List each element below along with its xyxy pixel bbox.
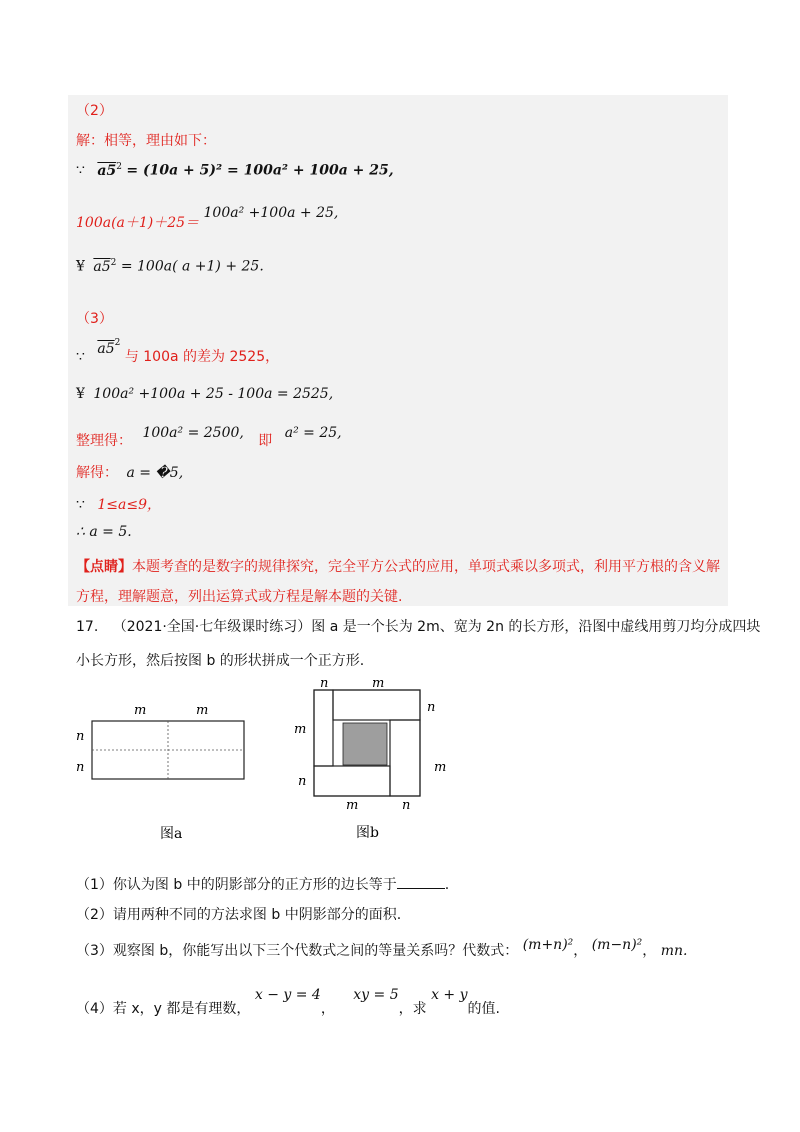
figure-a — [76, 700, 276, 850]
question-1-end: . — [444, 877, 450, 893]
a5-overline: a5 — [97, 341, 115, 357]
question-4-end: 的值. — [467, 1001, 500, 1017]
expr-m-plus-n-squared: (m+n)² — [522, 937, 574, 953]
problem-stem-1: 图 a 是一个长为 2m、宽为 2n 的长方形，沿图中虚线用剪刀均分成四块 — [311, 619, 761, 635]
part2-heading: （2） — [76, 103, 113, 119]
part3-line2 — [76, 386, 333, 402]
expr-mn: mn. — [660, 943, 688, 959]
part3-heading: （3） — [76, 311, 113, 327]
therefore-symbol: ¥ — [76, 386, 85, 402]
eq-xy: xy = 5 — [353, 987, 399, 1003]
square-sup: 2 — [114, 338, 121, 349]
figure-b-top-rectangle — [333, 690, 420, 720]
figure-b-label-m-bottom: m — [346, 798, 359, 813]
part2-expansion: = (10a + 5)² = 100a² + 100a + 25, — [126, 162, 394, 179]
figure-b-label-n-left: n — [298, 774, 307, 789]
part2-line2-rest: 100a² +100a + 25, — [203, 205, 339, 221]
a5-overline: a5 — [93, 258, 111, 275]
figure-a-label-m2: m — [196, 703, 209, 718]
comment-line2: 方程，理解题意，列出运算式或方程是解本题的关键. — [76, 589, 403, 605]
part3-line1 — [76, 338, 280, 366]
figure-b-label-n-top: n — [320, 676, 329, 691]
question-4-text: （4）若 x，y 都是有理数， — [76, 1001, 251, 1017]
problem-source: （2021·全国·七年级课时练习） — [112, 619, 312, 635]
separator: ， — [642, 943, 657, 959]
part2-red-expr: 100a(a＋1)＋25＝ — [76, 215, 200, 231]
part2-intro: 解：相等，理由如下： — [76, 133, 216, 149]
solve-equation: a = �5, — [126, 465, 184, 481]
separator: ，求 — [398, 1001, 427, 1017]
expr-m-minus-n-squared: (m−n)² — [591, 937, 643, 953]
figure-b-left-rectangle — [314, 690, 333, 766]
therefore-symbol: ¥ — [76, 258, 85, 275]
part3-line3 — [76, 422, 342, 449]
figure-b-shaded-square — [343, 723, 387, 765]
range-condition: 1≤a≤9， — [97, 497, 161, 513]
part2-line2 — [76, 205, 339, 232]
comment-tag: 【点睛】 — [76, 559, 132, 575]
problem17-line2: 小长方形，然后按图 b 的形状拼成一个正方形. — [76, 653, 365, 669]
problem17-line1 — [76, 616, 760, 636]
part3-line4 — [76, 462, 183, 482]
square-sup: 2 — [116, 162, 122, 172]
figure-b-label-m-right: m — [434, 760, 447, 775]
part2-line3-rest: = 100a( a +1) + 25. — [120, 258, 264, 275]
question-2: （2）请用两种不同的方法求图 b 中阴影部分的面积. — [76, 907, 402, 923]
question-3-text: （3）观察图 b，你能写出以下三个代数式之间的等量关系吗？代数式： — [76, 943, 519, 959]
question-4 — [76, 987, 500, 1018]
comment-text-1: 本题考查的是数字的规律探究，完全平方公式的应用，单项式乘以多项式，利用平方根的含义解 — [132, 559, 720, 575]
because-symbol: ∵ — [76, 497, 85, 513]
figure-b-label-n-right: n — [427, 700, 436, 715]
problem-number: 17. — [76, 619, 99, 635]
figure-a-label-n1: n — [76, 729, 85, 744]
figure-b-right-rectangle — [390, 720, 420, 796]
part3-line5 — [76, 494, 161, 514]
part3-conclusion: ∴ a = 5. — [76, 524, 132, 540]
figure-a-label-n2: n — [76, 760, 85, 775]
square-sup: 2 — [110, 258, 117, 268]
separator: ， — [573, 943, 588, 959]
part3-difference: 与 100a 的差为 2525， — [124, 349, 280, 365]
ji-label: 即 — [258, 433, 273, 449]
question-3 — [76, 937, 688, 960]
tidy-label: 整理得： — [76, 433, 132, 449]
comment-line1 — [76, 556, 720, 576]
part2-line1 — [76, 162, 394, 179]
ji-equation: a² = 25, — [284, 425, 342, 441]
expr-x-plus-y: x + y — [431, 987, 468, 1003]
question-1 — [76, 874, 449, 894]
question-1-text: （1）你认为图 b 中的阴影部分的正方形的边长等于 — [76, 877, 397, 893]
figure-a-label-m1: m — [134, 703, 147, 718]
figure-b-label-m-top: m — [372, 676, 385, 691]
eq-x-minus-y: x − y = 4 — [254, 987, 321, 1003]
part3-equation: 100a² +100a + 25 - 100a = 2525, — [93, 386, 334, 402]
tidy-equation: 100a² = 2500, — [142, 425, 244, 441]
because-symbol: ∵ — [76, 349, 85, 365]
figure-b-caption: 图b — [356, 825, 379, 841]
figure-b-label-n-bottom: n — [402, 798, 411, 813]
figure-b — [290, 675, 460, 850]
a5-overline: a5 — [97, 162, 117, 179]
separator: ， — [320, 1001, 335, 1017]
because-symbol: ∵ — [76, 162, 85, 179]
solve-label: 解得： — [76, 465, 118, 481]
part2-line3 — [76, 258, 264, 275]
figure-b-label-m-left: m — [294, 722, 307, 737]
answer-blank — [397, 876, 445, 889]
figure-a-caption: 图a — [160, 826, 183, 842]
figure-b-bottom-rectangle — [314, 766, 390, 796]
